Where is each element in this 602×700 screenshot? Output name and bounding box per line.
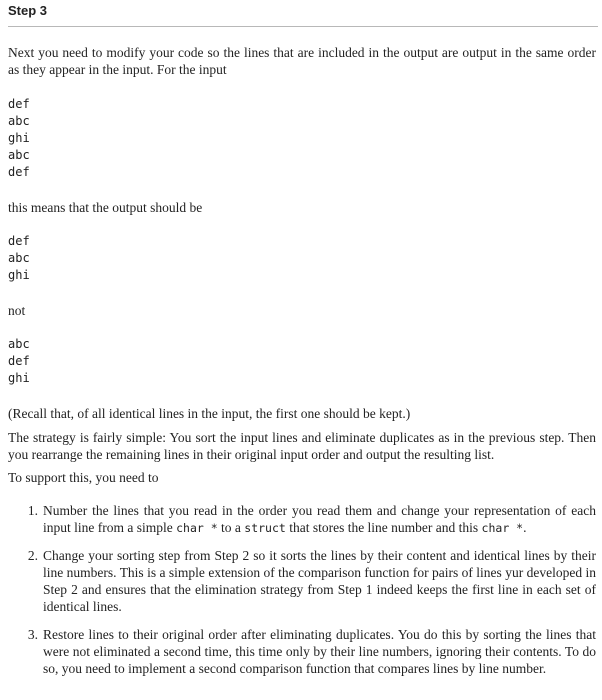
code-line: ghi — [8, 268, 30, 282]
wrong-example-code — [8, 336, 30, 387]
not-label: not — [8, 303, 26, 318]
code-line: def — [8, 97, 30, 111]
code-line: ghi — [8, 371, 30, 385]
list-item-number: 3. — [27, 627, 38, 642]
list-item-number: 2. — [27, 548, 38, 563]
list-item-text: Restore lines to their original order after eliminating duplicates. You do this by sorting the lines that were not eliminated a second time, this time only by their line numbers, ignoring their contents. To do so, you need to implement a second comparison function that compares lines by line number. — [43, 627, 596, 676]
list-item — [22, 547, 596, 615]
code-line: def — [8, 165, 30, 179]
list-item — [22, 626, 596, 677]
code-line: abc — [8, 337, 30, 351]
code-line: abc — [8, 114, 30, 128]
list-item-text: Number the lines that you read in the order you read them and change your representation of each input line from a simple char * to a struct that stores the line number and this char *. — [43, 503, 596, 535]
list-item-number: 1. — [27, 503, 38, 518]
code-line: def — [8, 354, 30, 368]
recall-paragraph: (Recall that, of all identical lines in the input, the first one should be kept.) — [8, 406, 411, 421]
inline-code: struct — [244, 521, 286, 535]
inline-code: char * — [176, 521, 218, 535]
step-heading: Step 3 — [8, 3, 48, 18]
support-paragraph: To support this, you need to — [8, 470, 159, 485]
strategy-paragraph: The strategy is fairly simple: You sort the input lines and eliminate duplicates as in the previous step. Then you rearrange the remaining lines in their original input order and output the resulting list. — [8, 430, 596, 462]
code-line: ghi — [8, 131, 30, 145]
code-line: abc — [8, 251, 30, 265]
intro-paragraph: Next you need to modify your code so the lines that are included in the output are output in the same order as they appear in the input. For the input — [8, 45, 596, 77]
heading-divider — [8, 26, 598, 27]
list-item-text: Change your sorting step from Step 2 so it sorts the lines by their content and identical lines by their line numbers. This is a simple extension of the comparison function for pairs of lines yur developed in Step 2 and ensures that the elimination strategy from Step 1 indeed keeps the first line in each set of identical lines. — [43, 548, 596, 614]
output-intro-paragraph: this means that the output should be — [8, 200, 203, 215]
code-line: def — [8, 234, 30, 248]
input-example-code — [8, 96, 30, 181]
code-line: abc — [8, 148, 30, 162]
list-item — [22, 502, 596, 537]
output-example-code — [8, 233, 30, 284]
inline-code: char * — [481, 521, 524, 535]
